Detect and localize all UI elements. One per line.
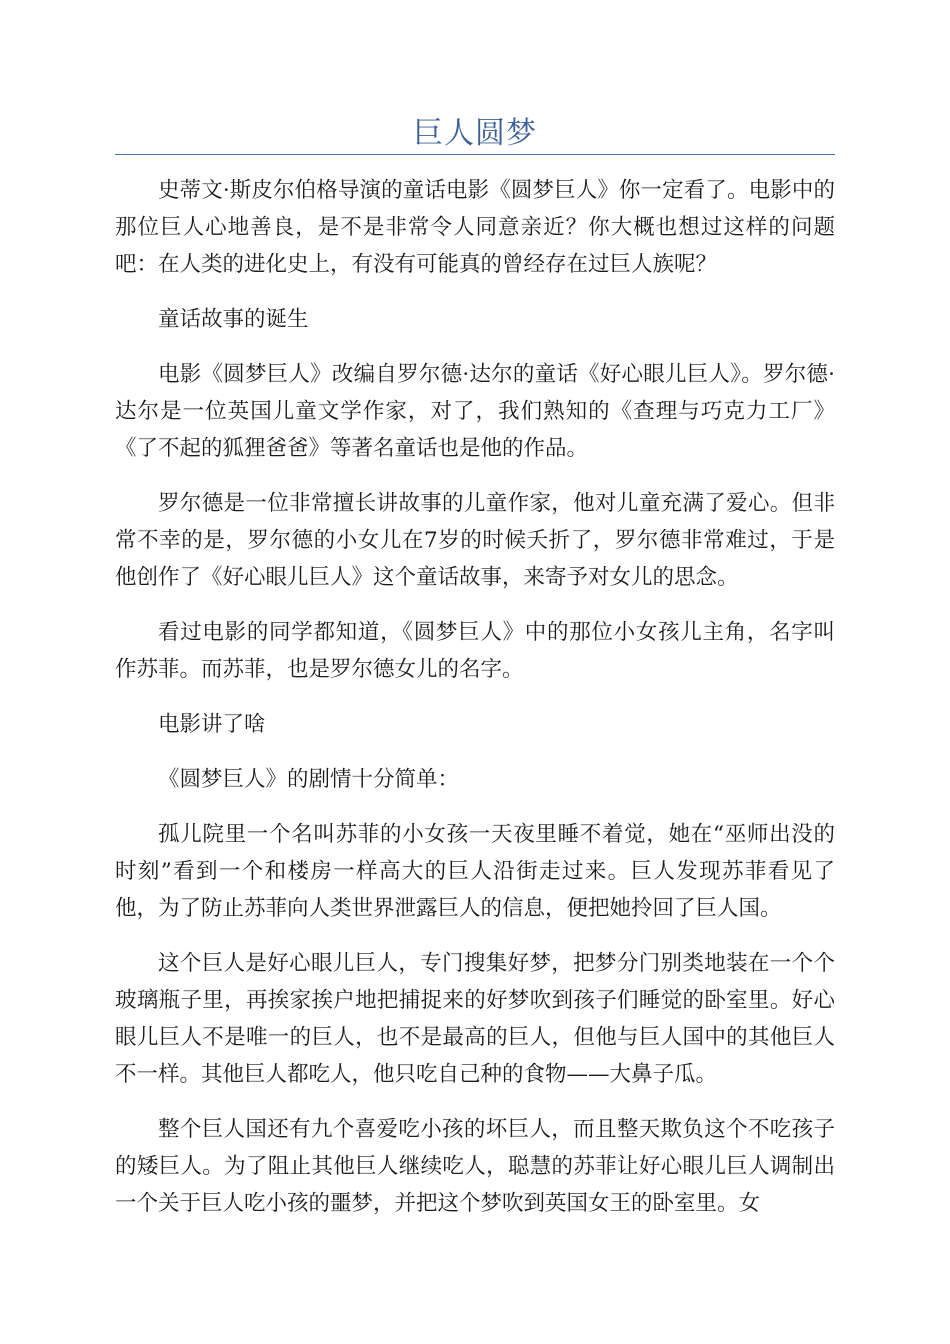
- paragraph-orphanage: 孤儿院里一个名叫苏菲的小女孩一天夜里睡不着觉，她在“巫师出没的时刻”看到一个和楼房一样高大的巨人沿街走过来。巨人发现苏菲看见了他，为了防止苏菲向人类世界泄露巨人的信息，便把她拎回了巨人国。: [115, 822, 835, 921]
- paragraph-author: 罗尔德是一位非常擅长讲故事的儿童作家，他对儿童充满了爱心。但非常不幸的是，罗尔德的小女儿在7岁的时候夭折了，罗尔德非常难过，于是他创作了《好心眼儿巨人》这个童话故事，来寄予对女儿的思念。: [115, 491, 835, 590]
- paragraph-dream-catcher: 这个巨人是好心眼儿巨人，专门搜集好梦，把梦分门别类地装在一个个玻璃瓶子里，再挨家挨户地把捕捉来的好梦吹到孩子们睡觉的卧室里。好心眼儿巨人不是唯一的巨人，也不是最高的巨人，但他与巨人国中的其他巨人不一样。其他巨人都吃人，他只吃自己种的食物——大鼻子瓜。: [115, 951, 835, 1087]
- paragraph-adaptation: 电影《圆梦巨人》改编自罗尔德·达尔的童话《好心眼儿巨人》。罗尔德·达尔是一位英国儿童文学作家，对了，我们熟知的《查理与巧克力工厂》《了不起的狐狸爸爸》等著名童话也是他的作品。: [115, 362, 835, 461]
- section-heading-origin: 童话故事的诞生: [158, 307, 309, 332]
- document-title: 巨人圆梦: [413, 116, 537, 151]
- title-underline: [115, 154, 835, 155]
- paragraph-bad-giants: 整个巨人国还有九个喜爱吃小孩的坏巨人，而且整天欺负这个不吃孩子的矮巨人。为了阻止其他巨人继续吃人，聪慧的苏菲让好心眼儿巨人调制出一个关于巨人吃小孩的噩梦，并把这个梦吹到英国女王的卧室里。女: [115, 1117, 835, 1216]
- section-heading-plot: 电影讲了啥: [158, 712, 266, 737]
- paragraph-intro: 史蒂文·斯皮尔伯格导演的童话电影《圆梦巨人》你一定看了。电影中的那位巨人心地善良，是不是非常令人同意亲近？你大概也想过这样的问题吧：在人类的进化史上，有没有可能真的曾经存在过巨人族呢？: [115, 178, 835, 277]
- paragraph-plot-intro: 《圆梦巨人》的剧情十分简单：: [158, 767, 460, 792]
- paragraph-sophie: 看过电影的同学都知道，《圆梦巨人》中的那位小女孩儿主角，名字叫作苏菲。而苏菲，也是罗尔德女儿的名字。: [115, 620, 835, 682]
- document-body: [115, 172, 835, 1240]
